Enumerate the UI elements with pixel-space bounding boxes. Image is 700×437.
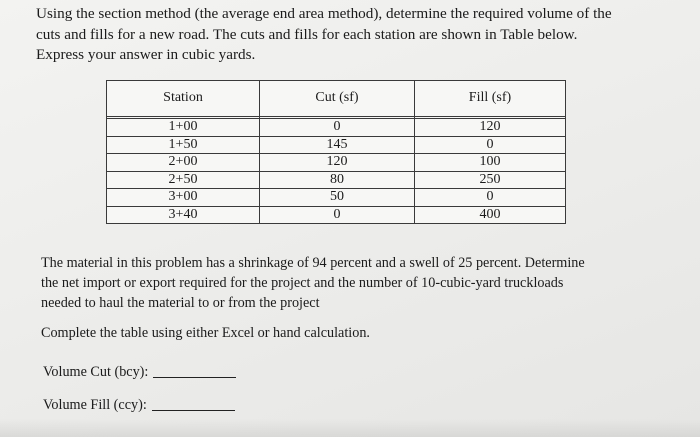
volume-cut-label: Volume Cut (bcy): <box>43 364 149 380</box>
instruction-text: Complete the table using either Excel or hand calculation. <box>41 325 370 341</box>
paragraph-line: The material in this problem has a shrinkage of 94 percent and a swell of 25 percent. Determine <box>41 255 585 271</box>
fill-cell: 400 <box>415 206 566 224</box>
cut-cell: 0 <box>260 119 415 137</box>
cut-cell: 0 <box>260 206 415 224</box>
table-row <box>107 206 566 224</box>
fill-cell: 0 <box>415 189 566 207</box>
volume-cut-blank[interactable] <box>153 376 236 378</box>
cut-cell: 50 <box>260 189 415 207</box>
header-cut: Cut (sf) <box>260 81 415 117</box>
table-row <box>107 154 566 172</box>
header-fill: Fill (sf) <box>415 81 566 117</box>
volume-fill-label: Volume Fill (ccy): <box>43 397 147 413</box>
station-cell: 1+00 <box>107 119 260 137</box>
table-row <box>107 136 566 154</box>
cut-fill-table <box>106 80 566 224</box>
cut-cell: 145 <box>260 136 415 154</box>
problem-paragraph <box>41 253 651 313</box>
table-header-row <box>107 81 566 117</box>
intro-line: Express your answer in cubic yards. <box>36 46 256 63</box>
station-cell: 3+40 <box>107 206 260 224</box>
intro-line: cuts and fills for a new road. The cuts and fills for each station are shown in Table below. <box>36 25 578 43</box>
volume-fill-blank[interactable] <box>152 409 235 411</box>
table-row <box>107 119 566 137</box>
paragraph-line: needed to haul the material to or from the project <box>41 295 320 311</box>
fill-cell: 100 <box>415 154 566 172</box>
table-row <box>107 189 566 207</box>
cut-cell: 120 <box>260 154 415 172</box>
intro-line: Using the section method (the average end area method), determine the required volume of the <box>36 5 612 22</box>
fill-cell: 120 <box>415 119 566 137</box>
problem-intro <box>36 4 676 66</box>
station-cell: 2+50 <box>107 171 260 189</box>
cut-cell: 80 <box>260 171 415 189</box>
volume-cut-field <box>43 364 236 381</box>
station-cell: 1+50 <box>107 136 260 154</box>
paragraph-line: the net import or export required for the project and the number of 10-cubic-yard truckloads <box>41 275 564 291</box>
fill-cell: 250 <box>415 171 566 189</box>
bottom-shadow <box>0 419 700 437</box>
station-cell: 2+00 <box>107 154 260 172</box>
station-cell: 3+00 <box>107 189 260 207</box>
volume-fill-field <box>43 397 235 414</box>
table-row <box>107 171 566 189</box>
fill-cell: 0 <box>415 136 566 154</box>
header-station: Station <box>107 81 260 117</box>
